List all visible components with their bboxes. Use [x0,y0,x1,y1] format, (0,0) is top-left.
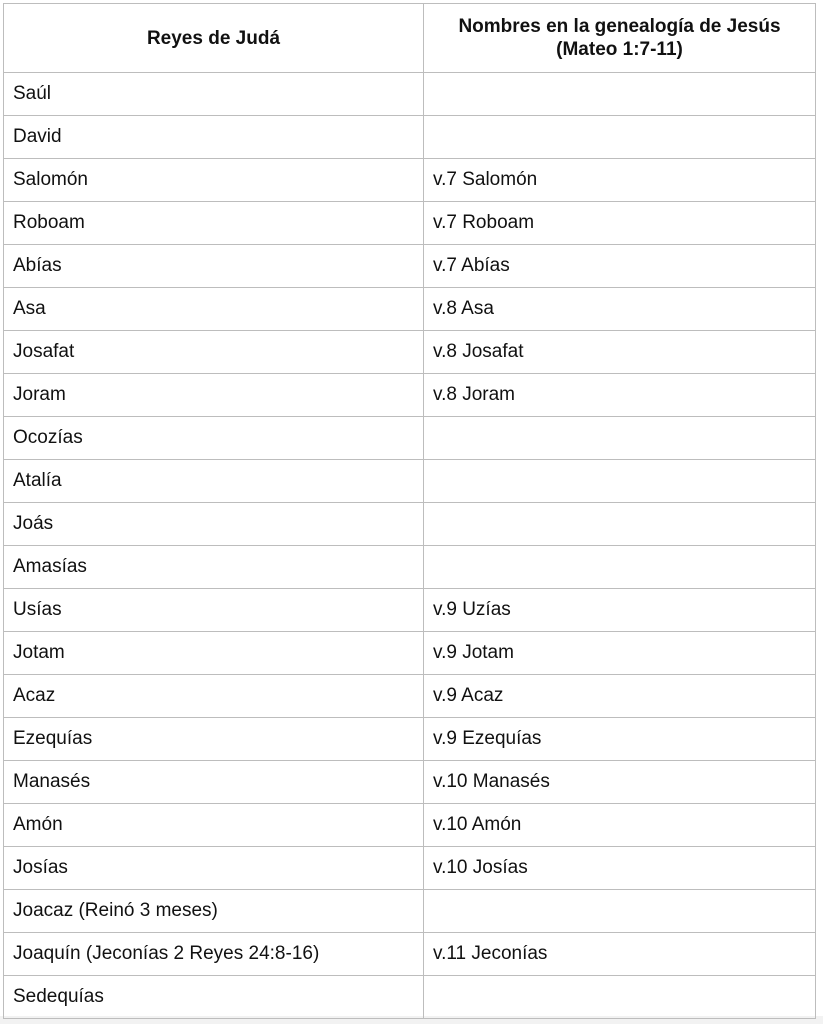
king-cell: Manasés [4,761,424,804]
genealogy-cell: v.7 Abías [424,245,816,288]
genealogy-cell [424,73,816,116]
genealogy-cell: v.9 Uzías [424,589,816,632]
genealogy-cell: v.9 Acaz [424,675,816,718]
genealogy-cell: v.9 Jotam [424,632,816,675]
king-cell: Josías [4,847,424,890]
table-row [4,503,816,546]
genealogy-cell: v.7 Salomón [424,159,816,202]
kings-table [3,3,816,1019]
king-cell: Joaquín (Jeconías 2 Reyes 24:8-16) [4,933,424,976]
genealogy-cell [424,116,816,159]
genealogy-cell: v.9 Ezequías [424,718,816,761]
king-cell: Joram [4,374,424,417]
table-row [4,847,816,890]
table-row [4,890,816,933]
table-row [4,116,816,159]
genealogy-cell [424,460,816,503]
table-row [4,804,816,847]
table-header-row [4,4,816,73]
table-row [4,976,816,1019]
genealogy-cell: v.10 Amón [424,804,816,847]
table-row [4,288,816,331]
table-row [4,331,816,374]
king-cell: Joás [4,503,424,546]
table-row [4,159,816,202]
table-row [4,761,816,804]
king-cell: Amón [4,804,424,847]
table-row [4,675,816,718]
king-cell: Asa [4,288,424,331]
column-header-genealogy-title: Nombres en la genealogía de Jesús [458,16,781,37]
king-cell: Joacaz (Reinó 3 meses) [4,890,424,933]
king-cell: Jotam [4,632,424,675]
genealogy-cell [424,546,816,589]
table-row [4,202,816,245]
genealogy-cell: v.7 Roboam [424,202,816,245]
genealogy-cell: v.10 Josías [424,847,816,890]
king-cell: Usías [4,589,424,632]
genealogy-cell [424,890,816,933]
genealogy-cell [424,417,816,460]
table-row [4,417,816,460]
genealogy-cell [424,976,816,1019]
king-cell: Atalía [4,460,424,503]
king-cell: Saúl [4,73,424,116]
genealogy-cell [424,503,816,546]
column-header-genealogy-reference: (Mateo 1:7-11) [556,39,683,60]
table-row [4,245,816,288]
table-row [4,546,816,589]
table-row [4,73,816,116]
king-cell: Salomón [4,159,424,202]
genealogy-cell: v.11 Jeconías [424,933,816,976]
table-row [4,374,816,417]
king-cell: Ocozías [4,417,424,460]
table-row [4,589,816,632]
king-cell: Amasías [4,546,424,589]
column-header-genealogy [424,4,816,73]
genealogy-cell: v.8 Joram [424,374,816,417]
table-row [4,632,816,675]
genealogy-cell: v.8 Josafat [424,331,816,374]
king-cell: Josafat [4,331,424,374]
table-row [4,460,816,503]
king-cell: Ezequías [4,718,424,761]
genealogy-cell: v.8 Asa [424,288,816,331]
king-cell: Abías [4,245,424,288]
king-cell: Sedequías [4,976,424,1019]
king-cell: David [4,116,424,159]
table-row [4,718,816,761]
table-row [4,933,816,976]
column-header-kings: Reyes de Judá [4,4,424,73]
king-cell: Roboam [4,202,424,245]
genealogy-cell: v.10 Manasés [424,761,816,804]
king-cell: Acaz [4,675,424,718]
